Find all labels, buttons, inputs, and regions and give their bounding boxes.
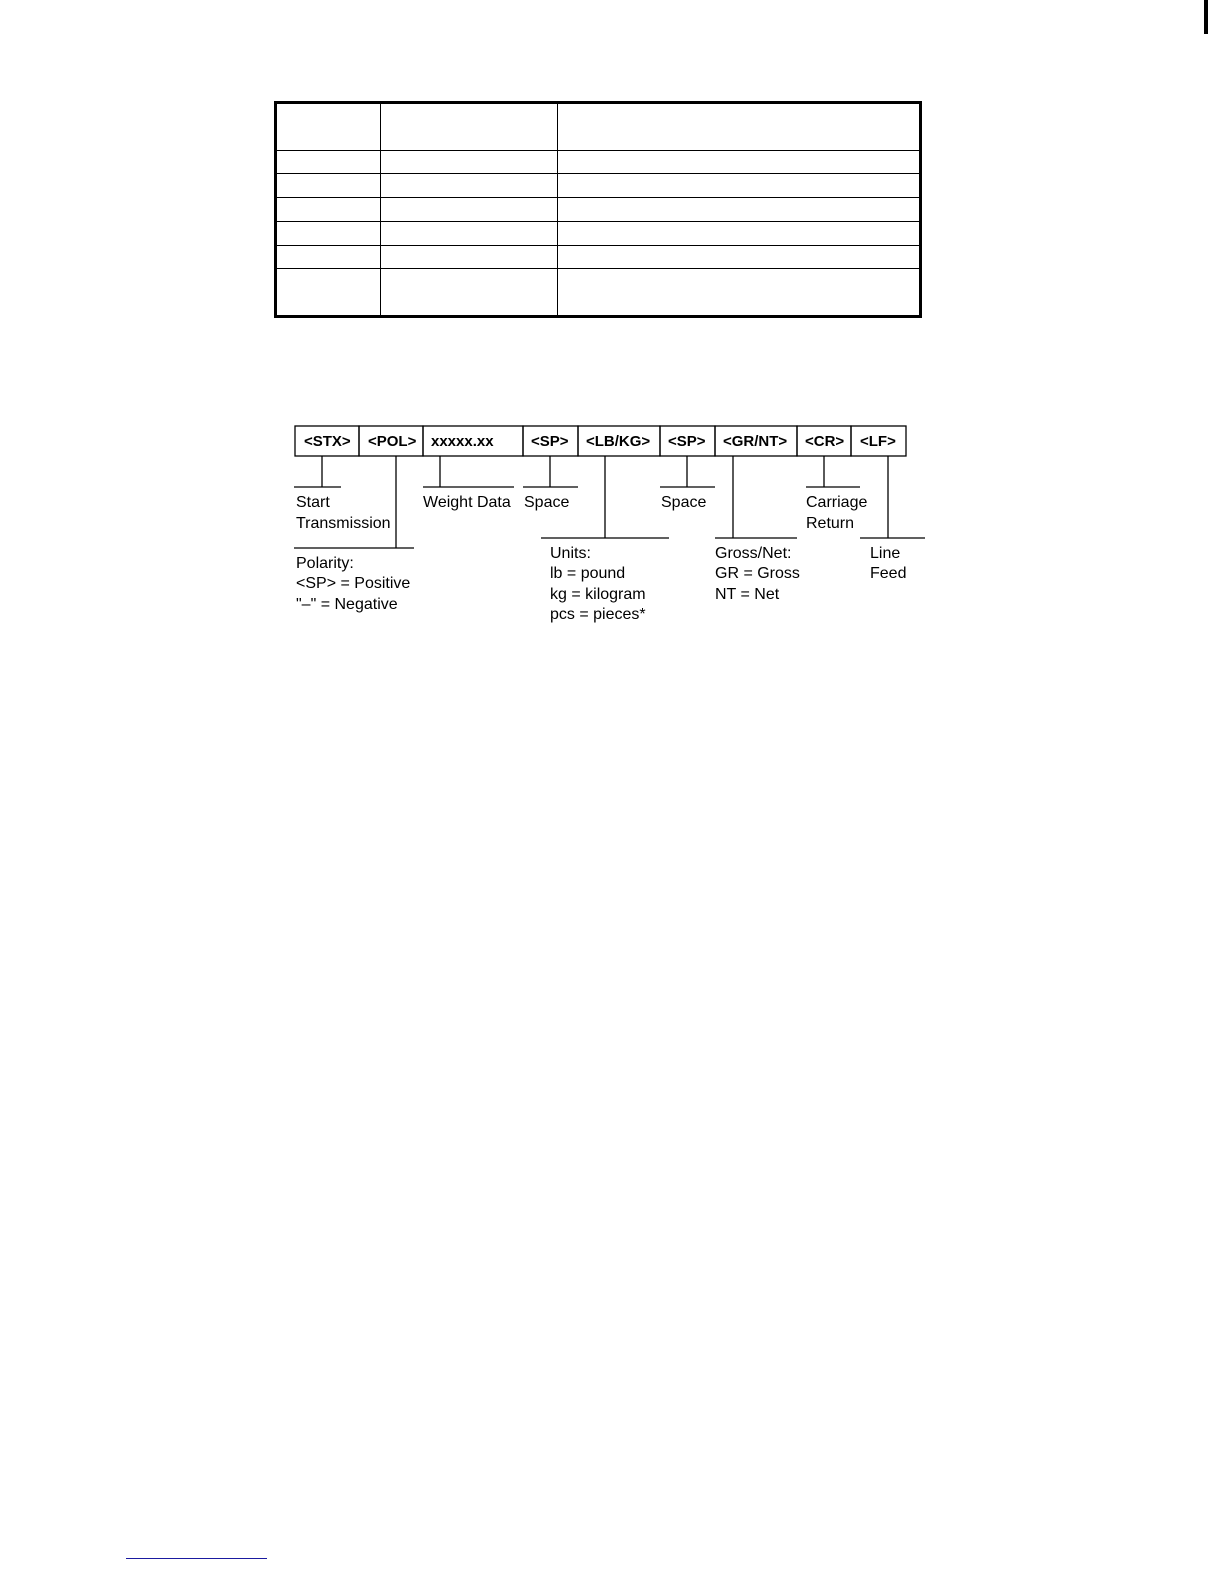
output-format-diagram	[0, 0, 1224, 700]
label-pol-line3: "–" = Negative	[296, 596, 398, 613]
field-sp1: <SP>	[531, 433, 569, 450]
label-units-line4: pcs = pieces*	[550, 606, 646, 623]
label-lf-line1: Line	[870, 545, 901, 562]
field-grnt: <GR/NT>	[723, 433, 788, 450]
label-sp2: Space	[661, 494, 707, 511]
field-stx: <STX>	[304, 433, 351, 450]
field-weight: xxxxx.xx	[431, 433, 494, 450]
label-lf-line2: Feed	[870, 565, 907, 582]
footnote-rule	[126, 1558, 267, 1559]
label-grnt-line1: Gross/Net:	[715, 545, 792, 562]
field-sp2: <SP>	[668, 433, 706, 450]
label-pol-line1: Polarity:	[296, 555, 354, 572]
label-stx-line1: Start	[296, 494, 330, 511]
label-units-line1: Units:	[550, 545, 591, 562]
label-stx-line2: Transmission	[296, 515, 391, 532]
label-cr-line2: Return	[806, 515, 855, 532]
label-sp1: Space	[524, 494, 570, 511]
label-grnt-line2: GR = Gross	[715, 565, 800, 582]
field-lf: <LF>	[860, 433, 896, 450]
field-pol: <POL>	[368, 433, 417, 450]
field-units: <LB/KG>	[586, 433, 651, 450]
label-grnt-line3: NT = Net	[715, 586, 780, 603]
label-units-line3: kg = kilogram	[550, 586, 646, 603]
label-pol-line2: <SP> = Positive	[296, 575, 411, 592]
label-units-line2: lb = pound	[550, 565, 626, 582]
field-cr: <CR>	[805, 433, 845, 450]
label-cr-line1: Carriage	[806, 494, 868, 511]
label-weight: Weight Data	[423, 494, 511, 511]
